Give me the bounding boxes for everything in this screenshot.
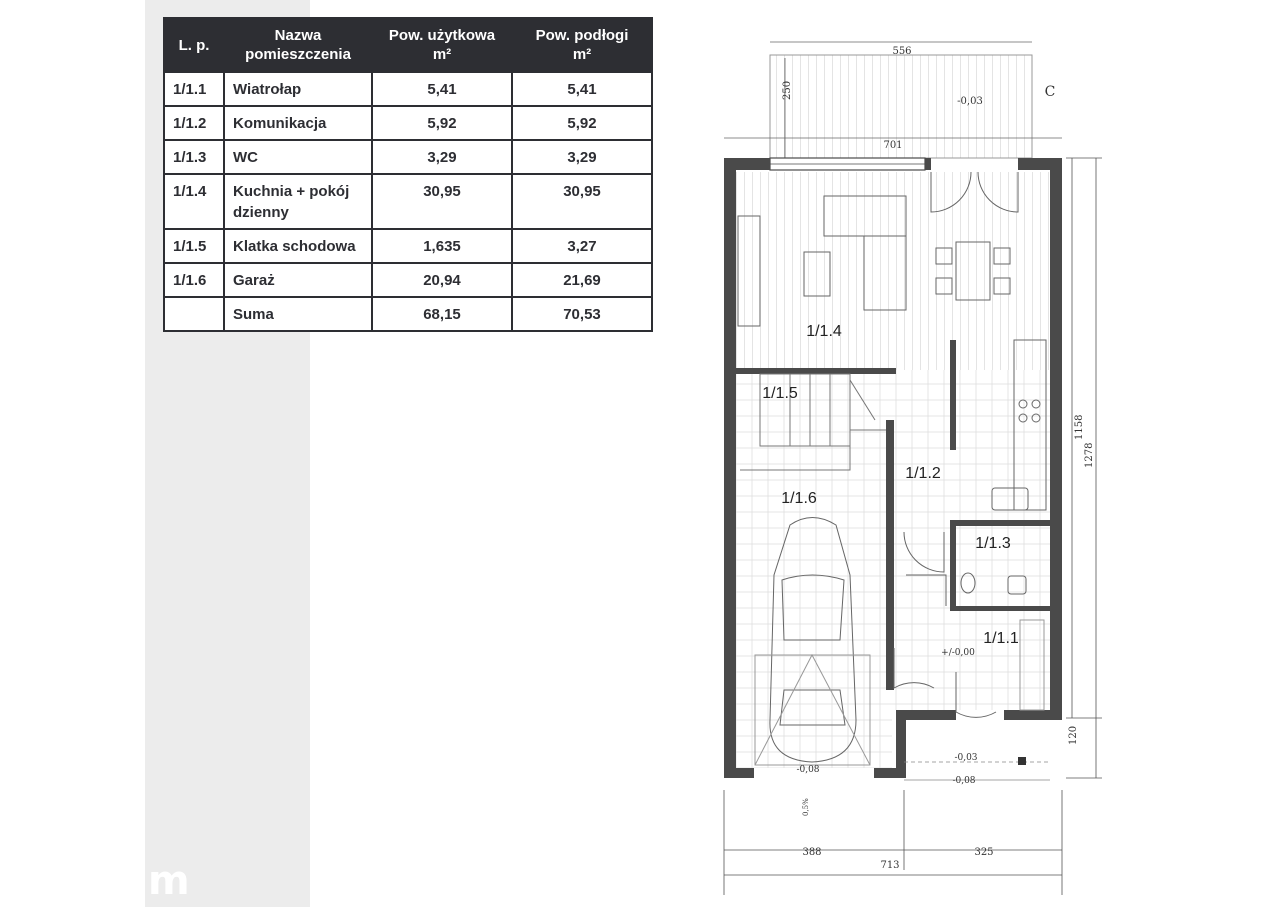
cell-usable-area: 68,15 xyxy=(372,297,512,331)
dim-garage-width: 388 xyxy=(802,847,822,858)
table-body xyxy=(164,72,652,331)
dim-total-width-top: 701 xyxy=(883,140,903,151)
room-label-1-1-3: 1/1.3 xyxy=(975,535,1011,552)
cell-floor-area: 5,41 xyxy=(512,72,652,106)
outer-wall-top-mid xyxy=(925,158,931,170)
slope-label: 0,5% xyxy=(802,798,810,816)
outer-wall-top-right xyxy=(1018,158,1062,170)
dim-total-width-bottom: 713 xyxy=(880,860,900,871)
room-label-1-1-1: 1/1.1 xyxy=(983,630,1019,647)
watermark-logo: m xyxy=(148,858,190,904)
header-floor-area xyxy=(512,18,652,72)
dim-height-inner: 1158 xyxy=(1074,414,1085,440)
table-row xyxy=(164,140,652,174)
porch-wall-vertical xyxy=(896,710,906,778)
cell-room-name: Kuchnia + pokój dzienny xyxy=(224,174,372,229)
room-area-table xyxy=(163,17,653,332)
header-line-2: pomieszczenia xyxy=(245,46,351,63)
cell-usable-area: 5,41 xyxy=(372,72,512,106)
level-garage-outside: -0,08 xyxy=(796,765,820,775)
garage-front-wall-left xyxy=(724,768,754,778)
floor-plan xyxy=(700,30,1120,900)
cell-lp: 1/1.1 xyxy=(164,72,224,106)
porch-wall-right xyxy=(1004,710,1062,720)
header-name xyxy=(224,18,372,72)
header-usable-area xyxy=(372,18,512,72)
cell-room-name: WC xyxy=(224,140,372,174)
outer-wall-right xyxy=(1050,158,1062,718)
cell-room-name: Klatka schodowa xyxy=(224,229,372,263)
dim-terrace-depth: 250 xyxy=(782,80,793,100)
cell-floor-area: 5,92 xyxy=(512,106,652,140)
wall-stair xyxy=(736,368,896,374)
living-floor xyxy=(736,172,1050,370)
cell-floor-area: 3,29 xyxy=(512,140,652,174)
header-line-1: Pow. podłogi xyxy=(535,27,629,44)
cell-usable-area: 1,635 xyxy=(372,229,512,263)
cell-room-name: Komunikacja xyxy=(224,106,372,140)
wall-garage-right xyxy=(886,420,894,690)
level-terrace: -0,03 xyxy=(957,96,983,107)
wall-wc-top xyxy=(950,520,1050,526)
cell-usable-area: 20,94 xyxy=(372,263,512,297)
cell-room-name: Wiatrołap xyxy=(224,72,372,106)
dim-entry-width: 325 xyxy=(974,847,994,858)
table-row xyxy=(164,72,652,106)
header-line-1: Pow. użytkowa xyxy=(388,27,496,44)
dim-bottom-depth: 120 xyxy=(1068,725,1079,745)
cell-floor-area: 21,69 xyxy=(512,263,652,297)
table-header-row xyxy=(164,18,652,72)
outer-wall-top-left xyxy=(724,158,770,170)
cell-lp: 1/1.6 xyxy=(164,263,224,297)
header-line-2: m² xyxy=(432,46,452,63)
cell-usable-area: 30,95 xyxy=(372,174,512,229)
header-lp: L. p. xyxy=(164,18,224,72)
wall-kitchen xyxy=(950,340,956,450)
room-label-1-1-6: 1/1.6 xyxy=(781,490,817,507)
header-line-1: Nazwa xyxy=(274,27,322,44)
cell-lp: 1/1.4 xyxy=(164,174,224,229)
cell-lp: 1/1.5 xyxy=(164,229,224,263)
cell-room-name: Garaż xyxy=(224,263,372,297)
drain-symbol xyxy=(1018,757,1026,765)
wall-wc-bottom xyxy=(950,606,1050,611)
table-row xyxy=(164,229,652,263)
cell-lp xyxy=(164,297,224,331)
dim-terrace-width: 556 xyxy=(892,46,912,57)
table-row xyxy=(164,263,652,297)
header-line-2: m² xyxy=(572,46,592,63)
table-row xyxy=(164,297,652,331)
cell-lp: 1/1.3 xyxy=(164,140,224,174)
wall-wc-left xyxy=(950,520,956,610)
cell-floor-area: 30,95 xyxy=(512,174,652,229)
level-entry: +/-0,00 xyxy=(941,648,975,658)
room-label-1-1-2: 1/1.2 xyxy=(905,465,941,482)
table-row xyxy=(164,174,652,229)
outer-wall-left xyxy=(724,158,736,778)
cell-floor-area: 70,53 xyxy=(512,297,652,331)
dim-height-total: 1278 xyxy=(1084,442,1095,468)
level-porch: -0,03 xyxy=(954,753,978,763)
cell-usable-area: 3,29 xyxy=(372,140,512,174)
cell-lp: 1/1.2 xyxy=(164,106,224,140)
cell-room-name: Suma xyxy=(224,297,372,331)
room-label-1-1-4: 1/1.4 xyxy=(806,323,842,340)
cell-usable-area: 5,92 xyxy=(372,106,512,140)
north-symbol: C xyxy=(1044,84,1056,100)
table-row xyxy=(164,106,652,140)
cell-floor-area: 3,27 xyxy=(512,229,652,263)
room-label-1-1-5: 1/1.5 xyxy=(762,385,798,402)
level-porch-outside: -0,08 xyxy=(952,776,976,786)
